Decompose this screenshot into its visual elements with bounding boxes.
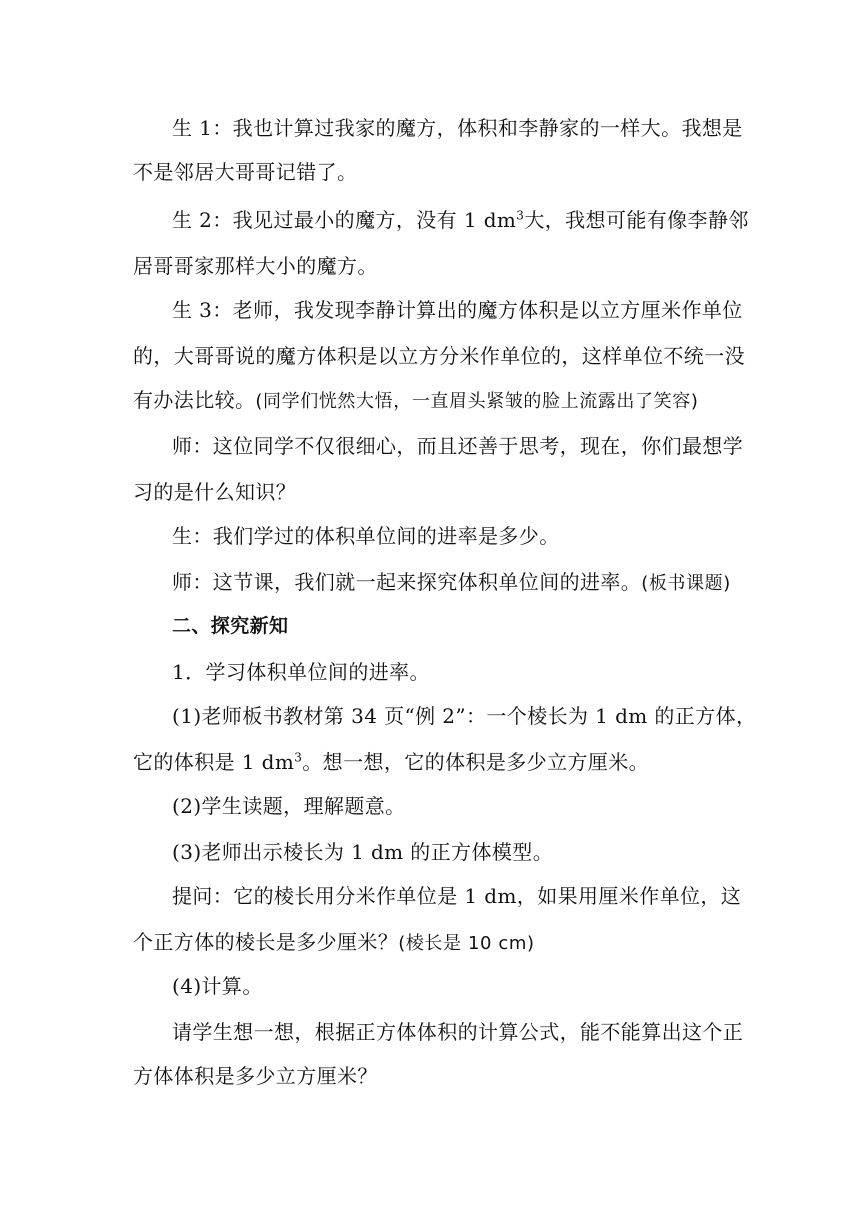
paragraph-line: 居哥哥家那样大小的魔方。 [133, 254, 378, 278]
paragraph-line: 生 1：我也计算过我家的魔方，体积和李静家的一样大。我想是 [172, 116, 743, 140]
paragraph-line: 生 2：我见过最小的魔方，没有 1 $dm^3$大，我想可能有像李静邻 [172, 208, 749, 232]
paragraph-line: 提问：它的棱长用分米作单位是 1 dm，如果用厘米作单位，这 [172, 884, 742, 908]
paragraph-line: 生：我们学过的体积单位间的进率是多少。 [172, 524, 560, 548]
paragraph-line: 个正方体的棱长是多少厘米？(棱长是 10 cm) [133, 930, 535, 954]
paragraph-line: (3)老师出示棱长为 1 dm 的正方体模型。 [172, 840, 554, 864]
superscript: 3 [294, 750, 303, 765]
paragraph-line: 有办法比较。(同学们恍然大悟，一直眉头紧皱的脸上流露出了笑容) [133, 388, 699, 412]
paragraph-line: 它的体积是 1 $dm^3$。想一想，它的体积是多少立方厘米。 [133, 750, 650, 774]
paragraph-line: 师：这位同学不仅很细心，而且还善于思考，现在，你们最想学 [172, 434, 744, 458]
stage-direction: (板书课题) [641, 573, 731, 594]
paragraph-line: 方体体积是多少立方厘米？ [133, 1064, 378, 1088]
paragraph-line: 的，大哥哥说的魔方体积是以立方分米作单位的，这样单位不统一没 [133, 344, 745, 368]
paragraph-line: 1．学习体积单位间的进率。 [172, 660, 430, 684]
paragraph-line: 习的是什么知识？ [133, 480, 297, 504]
paragraph-line: 不是邻居大哥哥记错了。 [133, 160, 358, 184]
paragraph-line: 生 3：老师，我发现李静计算出的魔方体积是以立方厘米作单位 [172, 298, 743, 322]
paragraph-line: (1)老师板书教材第 34 页“例 2”：一个棱长为 1 dm 的正方体， [172, 704, 757, 728]
paragraph-line: (4)计算。 [172, 974, 263, 998]
section-heading: 二、探究新知 [172, 615, 289, 637]
paragraph-line: (2)学生读题，理解题意。 [172, 794, 406, 818]
stage-direction: (同学们恍然大悟，一直眉头紧皱的脸上流露出了笑容) [255, 391, 699, 412]
paragraph-line: 请学生想一想，根据正方体体积的计算公式，能不能算出这个正 [172, 1020, 744, 1044]
paragraph-line: 师：这节课，我们就一起来探究体积单位间的进率。(板书课题) [172, 570, 731, 594]
superscript: 3 [516, 208, 525, 223]
stage-direction: (棱长是 10 cm) [398, 933, 535, 954]
